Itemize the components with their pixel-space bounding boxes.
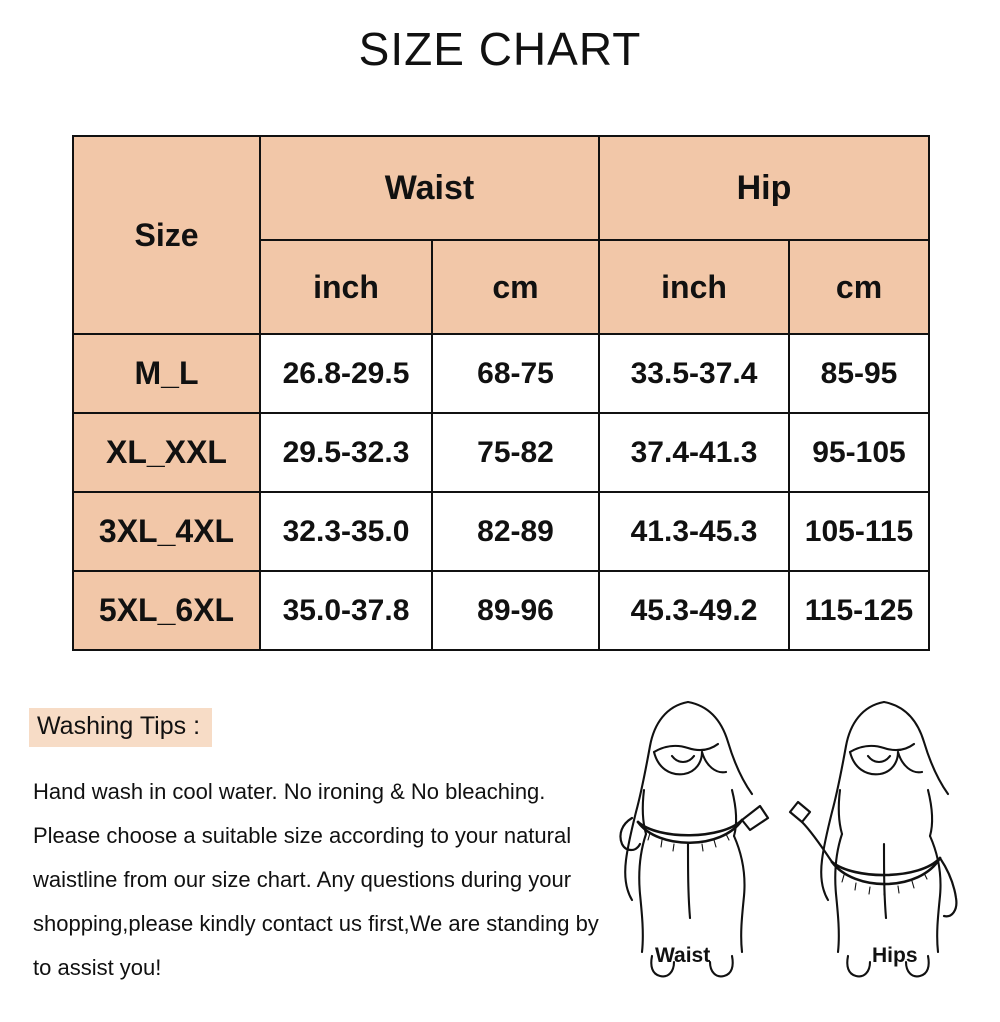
cell-waist-cm: 82-89 bbox=[432, 492, 599, 571]
cell-size: M_L bbox=[73, 334, 260, 413]
table-header-row-groups bbox=[73, 136, 929, 240]
measurement-illustration bbox=[592, 694, 992, 984]
table-row bbox=[73, 571, 929, 650]
cell-waist-inch: 26.8-29.5 bbox=[260, 334, 432, 413]
table-row bbox=[73, 334, 929, 413]
page-title: SIZE CHART bbox=[358, 23, 642, 75]
size-chart-table-container bbox=[72, 135, 928, 651]
hips-figure-icon bbox=[790, 702, 956, 976]
washing-tips-text: Hand wash in cool water. No ironing & No bleaching. Please choose a suitable size according to your natural waistline from our size chart. Any questions during your shopping,please kindly contact us first,We are standing by to assist you! bbox=[33, 779, 599, 980]
washing-tips-heading: Washing Tips : bbox=[29, 708, 212, 747]
header-cell-hip-cm: cm bbox=[789, 240, 929, 334]
table-row bbox=[73, 413, 929, 492]
waist-figure-icon bbox=[620, 702, 768, 976]
cell-hip-inch: 45.3-49.2 bbox=[599, 571, 789, 650]
table-row bbox=[73, 492, 929, 571]
header-cell-size: Size bbox=[73, 136, 260, 334]
header-cell-waist-cm: cm bbox=[432, 240, 599, 334]
cell-waist-cm: 68-75 bbox=[432, 334, 599, 413]
header-cell-hip-inch: inch bbox=[599, 240, 789, 334]
cell-waist-inch: 32.3-35.0 bbox=[260, 492, 432, 571]
cell-waist-cm: 75-82 bbox=[432, 413, 599, 492]
cell-hip-cm: 95-105 bbox=[789, 413, 929, 492]
cell-size: 5XL_6XL bbox=[73, 571, 260, 650]
cell-hip-inch: 33.5-37.4 bbox=[599, 334, 789, 413]
illustration-caption-hips: Hips bbox=[872, 944, 918, 967]
size-chart-table bbox=[72, 135, 930, 651]
header-cell-waist: Waist bbox=[260, 136, 599, 240]
cell-hip-cm: 105-115 bbox=[789, 492, 929, 571]
cell-waist-inch: 35.0-37.8 bbox=[260, 571, 432, 650]
header-cell-hip: Hip bbox=[599, 136, 929, 240]
cell-hip-inch: 37.4-41.3 bbox=[599, 413, 789, 492]
cell-waist-cm: 89-96 bbox=[432, 571, 599, 650]
cell-hip-cm: 115-125 bbox=[789, 571, 929, 650]
cell-hip-cm: 85-95 bbox=[789, 334, 929, 413]
header-cell-waist-inch: inch bbox=[260, 240, 432, 334]
illustration-caption-waist: Waist bbox=[655, 944, 711, 967]
cell-waist-inch: 29.5-32.3 bbox=[260, 413, 432, 492]
cell-hip-inch: 41.3-45.3 bbox=[599, 492, 789, 571]
cell-size: 3XL_4XL bbox=[73, 492, 260, 571]
cell-size: XL_XXL bbox=[73, 413, 260, 492]
